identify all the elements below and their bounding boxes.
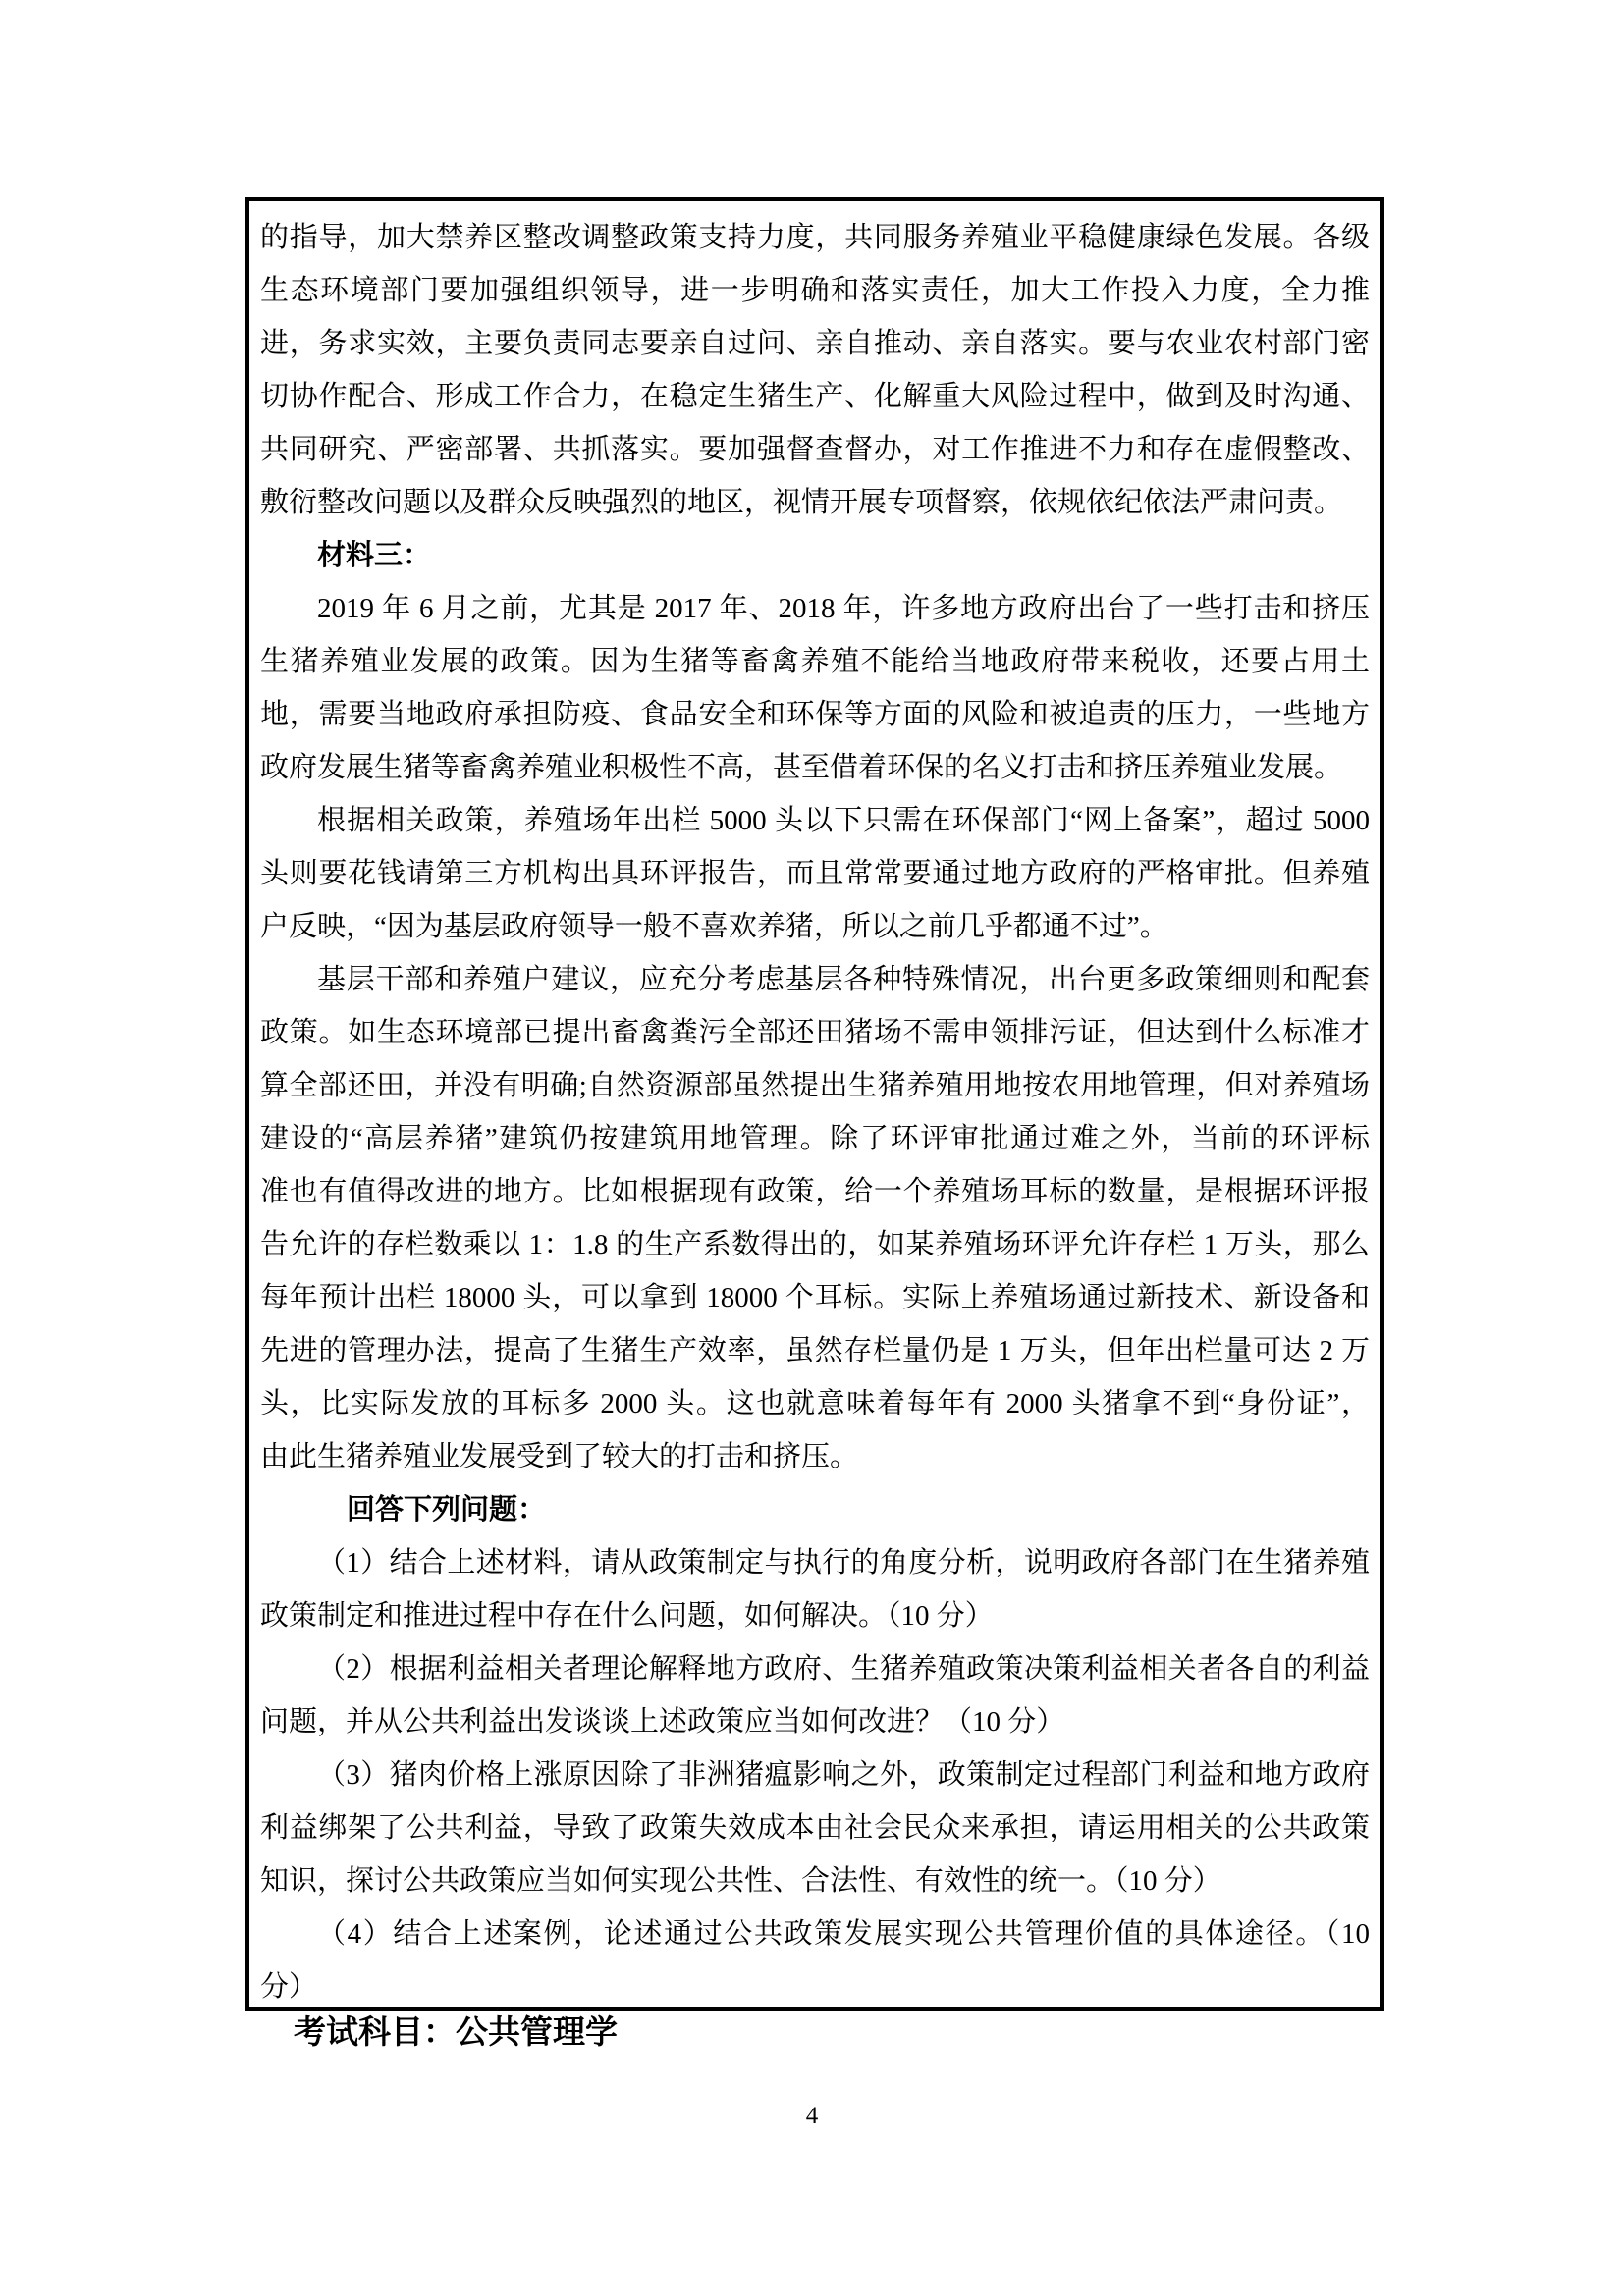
- material-line: （4）结合上述案例，论述通过公共政策发展实现公共管理价值的具体途径。（10: [317, 1918, 1370, 1949]
- material-line: 2019 年 6 月之前，尤其是 2017 年、2018 年，许多地方政府出台了一些打击和挤压: [317, 593, 1370, 624]
- material-line: 户反映，“因为基层政府领导一般不喜欢养猪，所以之前几乎都通不过”。: [260, 911, 1168, 942]
- material-line: 头则要花钱请第三方机构出具环评报告，而且常常要通过地方政府的严格审批。但养殖: [260, 858, 1370, 889]
- material-line: （1）结合上述材料，请从政策制定与执行的角度分析，说明政府各部门在生猪养殖: [317, 1547, 1370, 1578]
- material-line: 政策制定和推进过程中存在什么问题，如何解决。（10 分）: [260, 1600, 994, 1631]
- material-line: （2）根据利益相关者理论解释地方政府、生猪养殖政策决策利益相关者各自的利益: [317, 1653, 1370, 1684]
- material-line: 的指导，加大禁养区整改调整政策支持力度，共同服务养殖业平稳健康绿色发展。各级: [260, 222, 1370, 253]
- material-line: 进，务求实效，主要负责同志要亲自过问、亲自推动、亲自落实。要与农业农村部门密: [260, 328, 1370, 359]
- material-line: 告允许的存栏数乘以 1：1.8 的生产系数得出的，如某养殖场环评允许存栏 1 万头，那么: [260, 1229, 1370, 1260]
- material-line: 回答下列问题：: [347, 1494, 547, 1525]
- material-line: 建设的“高层养猪”建筑仍按建筑用地管理。除了环评审批通过难之外，当前的环评标: [260, 1123, 1370, 1154]
- material-line: 算全部还田，并没有明确;自然资源部虽然提出生猪养殖用地按农用地管理，但对养殖场: [260, 1070, 1370, 1101]
- material-text: [260, 211, 1370, 2011]
- material-line: 生态环境部门要加强组织领导，进一步明确和落实责任，加大工作投入力度，全力推: [260, 275, 1370, 306]
- exam-subject-heading: 考试科目：公共管理学: [294, 2015, 618, 2051]
- material-line: 每年预计出栏 18000 头，可以拿到 18000 个耳标。实际上养殖场通过新技术、新设备和: [260, 1282, 1370, 1313]
- material-line: 基层干部和养殖户建议，应充分考虑基层各种特殊情况，出台更多政策细则和配套: [317, 964, 1370, 995]
- material-line: 头，比实际发放的耳标多 2000 头。这也就意味着每年有 2000 头猪拿不到“身份证”，: [260, 1388, 1370, 1419]
- material-line: 准也有值得改进的地方。比如根据现有政策，给一个养殖场耳标的数量，是根据环评报: [260, 1176, 1370, 1207]
- material-line: 由此生猪养殖业发展受到了较大的打击和挤压。: [260, 1441, 859, 1472]
- material-box: [245, 197, 1384, 2011]
- material-line: 材料三：: [317, 540, 432, 571]
- material-line: （3）猪肉价格上涨原因除了非洲猪瘟影响之外，政策制定过程部门利益和地方政府: [317, 1759, 1370, 1790]
- material-line: 先进的管理办法，提高了生猪生产效率，虽然存栏量仍是 1 万头，但年出栏量可达 2 万: [260, 1335, 1370, 1366]
- material-line: 利益绑架了公共利益，导致了政策失效成本由社会民众来承担，请运用相关的公共政策: [260, 1812, 1370, 1843]
- material-line: 切协作配合、形成工作合力，在稳定生猪生产、化解重大风险过程中，做到及时沟通、: [260, 381, 1370, 412]
- material-line: 地，需要当地政府承担防疫、食品安全和环保等方面的风险和被追责的压力，一些地方: [260, 699, 1370, 730]
- material-line: 政策。如生态环境部已提出畜禽粪污全部还田猪场不需申领排污证，但达到什么标准才: [260, 1017, 1370, 1048]
- material-line: 政府发展生猪等畜禽养殖业积极性不高，甚至借着环保的名义打击和挤压养殖业发展。: [260, 752, 1343, 783]
- material-line: 根据相关政策，养殖场年出栏 5000 头以下只需在环保部门“网上备案”，超过 5000: [317, 805, 1370, 836]
- material-line: 分）: [260, 1971, 318, 2002]
- material-line: 共同研究、严密部署、共抓落实。要加强督查督办，对工作推进不力和存在虚假整改、: [260, 434, 1370, 465]
- material-line: 生猪养殖业发展的政策。因为生猪等畜禽养殖不能给当地政府带来税收，还要占用土: [260, 646, 1370, 677]
- page-number: 4: [805, 2103, 819, 2129]
- material-line: 问题，并从公共利益出发谈谈上述政策应当如何改进？（10 分）: [260, 1706, 1065, 1737]
- material-line: 知识，探讨公共政策应当如何实现公共性、合法性、有效性的统一。（10 分）: [260, 1865, 1221, 1896]
- material-line: 敷衍整改问题以及群众反映强烈的地区，视情开展专项督察，依规依纪依法严肃问责。: [260, 487, 1343, 518]
